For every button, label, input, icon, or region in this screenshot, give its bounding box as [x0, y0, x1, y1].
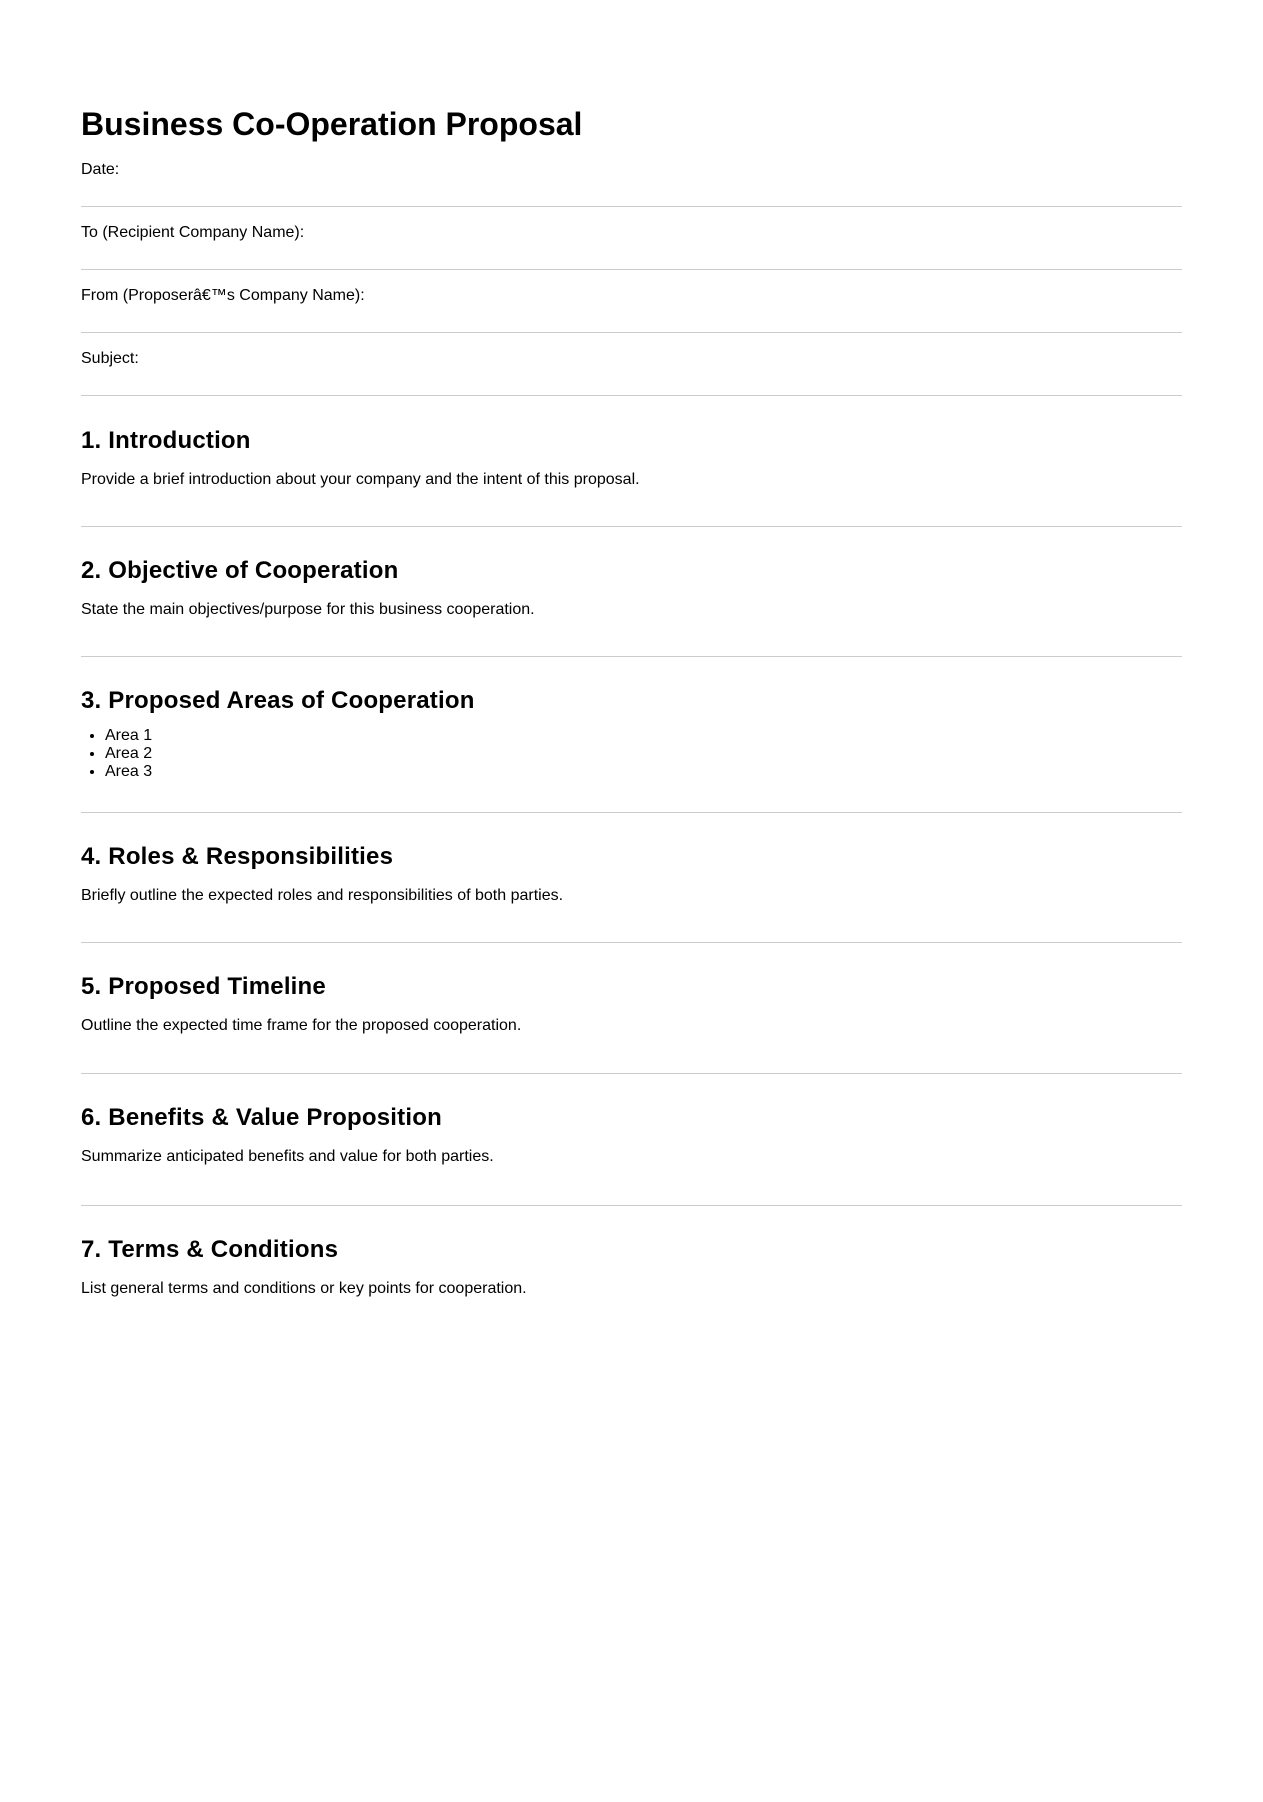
- section-heading-roles: 4. Roles & Responsibilities: [81, 843, 394, 870]
- document-title: Business Co-Operation Proposal: [81, 106, 583, 142]
- divider: [81, 1205, 1182, 1206]
- section-heading-objective: 2. Objective of Cooperation: [81, 557, 399, 584]
- subject-field: Subject:: [81, 350, 139, 367]
- section-body-objective: State the main objectives/purpose for this business cooperation.: [81, 601, 535, 618]
- section-body-introduction: Provide a brief introduction about your company and the intent of this proposal.: [81, 471, 640, 488]
- divider: [81, 269, 1182, 270]
- divider: [81, 206, 1182, 207]
- divider: [81, 526, 1182, 527]
- section-heading-terms: 7. Terms & Conditions: [81, 1236, 339, 1263]
- section-body-timeline: Outline the expected time frame for the proposed cooperation.: [81, 1017, 522, 1034]
- divider: [81, 942, 1182, 943]
- section-body-benefits: Summarize anticipated benefits and value for both parties.: [81, 1148, 494, 1165]
- list-item: • Area 3: [105, 763, 152, 781]
- section-heading-timeline: 5. Proposed Timeline: [81, 973, 326, 1000]
- section-body-terms: List general terms and conditions or key points for cooperation.: [81, 1280, 527, 1297]
- list-item: • Area 2: [105, 745, 152, 763]
- divider: [81, 812, 1182, 813]
- list-item: • Area 1: [105, 727, 152, 745]
- areas-list: [81, 727, 152, 781]
- section-body-roles: Briefly outline the expected roles and responsibilities of both parties.: [81, 887, 564, 904]
- recipient-field: To (Recipient Company Name):: [81, 224, 305, 241]
- divider: [81, 656, 1182, 657]
- proposer-field: From (Proposerâ€™s Company Name):: [81, 287, 365, 304]
- divider: [81, 332, 1182, 333]
- divider: [81, 1073, 1182, 1074]
- section-heading-benefits: 6. Benefits & Value Proposition: [81, 1104, 442, 1131]
- date-field: Date:: [81, 161, 120, 178]
- section-heading-areas: 3. Proposed Areas of Cooperation: [81, 687, 475, 714]
- divider: [81, 395, 1182, 396]
- section-heading-introduction: 1. Introduction: [81, 427, 251, 454]
